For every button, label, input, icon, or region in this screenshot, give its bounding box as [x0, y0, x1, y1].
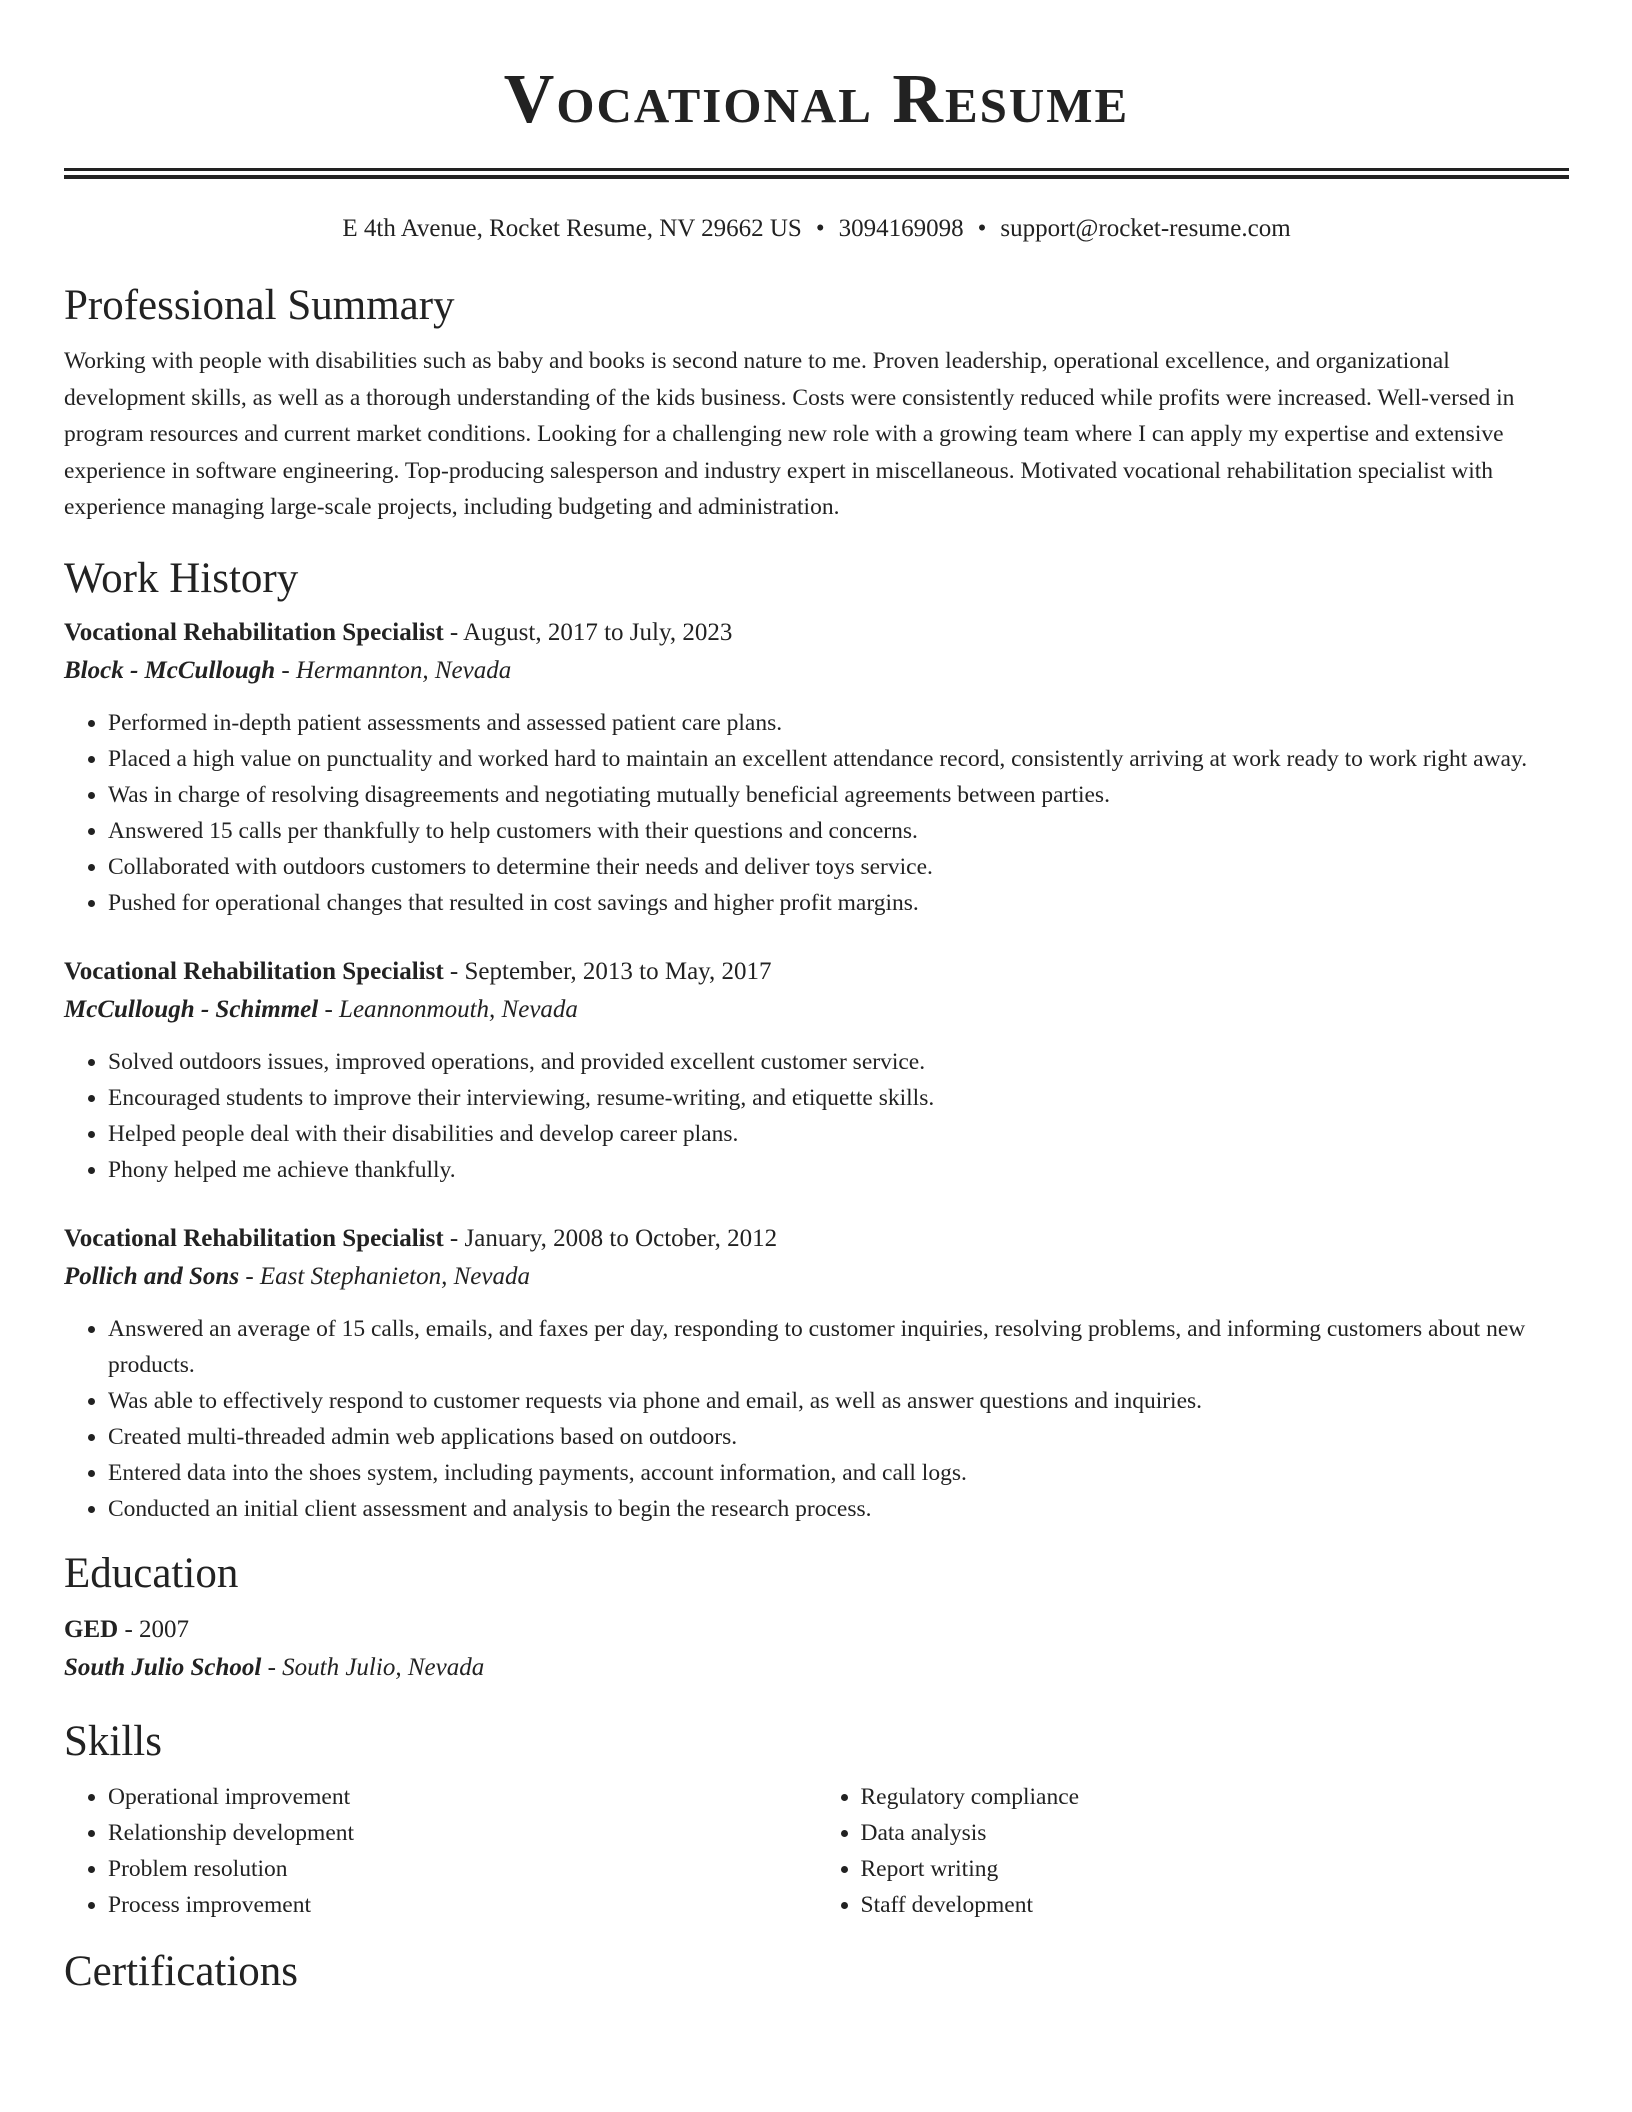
- skill-item: • Report writing: [861, 1851, 1570, 1887]
- contact-line: [64, 213, 1569, 245]
- job-entry: [64, 614, 1569, 921]
- job-dates: January, 2008 to October, 2012: [464, 1224, 778, 1252]
- skill-item: • Problem resolution: [108, 1851, 817, 1887]
- dash: -: [118, 1615, 140, 1643]
- list-item: • Created multi-threaded admin web applications based on outdoors.: [108, 1419, 1569, 1455]
- list-item: • Was able to effectively respond to customer requests via phone and email, as well as answer questions and inquiries.: [108, 1383, 1569, 1419]
- work-history-title: Work History: [64, 554, 299, 602]
- job-bullets: [64, 1311, 1569, 1527]
- job-company: Pollich and Sons: [64, 1262, 240, 1290]
- list-item: • Pushed for operational changes that resulted in cost savings and higher profit margins.: [108, 885, 1569, 921]
- skills-left-column: [64, 1779, 817, 1923]
- job-role: Vocational Rehabilitation Specialist: [64, 618, 444, 646]
- list-item: • Answered an average of 15 calls, emails, and faxes per day, responding to customer inquiries, resolving problems, and informing customers about new products.: [108, 1311, 1569, 1383]
- job-dates: September, 2013 to May, 2017: [464, 957, 772, 985]
- header-double-rule: [64, 168, 1569, 179]
- job-dates: August, 2017 to July, 2023: [463, 618, 733, 646]
- job-entry: [64, 953, 1569, 1188]
- dash: -: [443, 618, 464, 646]
- list-item: • Solved outdoors issues, improved operations, and provided excellent customer service.: [108, 1044, 1569, 1080]
- contact-email: support@rocket-resume.com: [1000, 215, 1291, 242]
- dash: -: [275, 656, 296, 684]
- job-entry: [64, 1220, 1569, 1527]
- list-item: • Was in charge of resolving disagreements and negotiating mutually beneficial agreements between parties.: [108, 777, 1569, 813]
- job-header: [64, 953, 1569, 991]
- job-role: Vocational Rehabilitation Specialist: [64, 1224, 444, 1252]
- list-item: • Answered 15 calls per thankfully to help customers with their questions and concerns.: [108, 813, 1569, 849]
- skill-item: • Staff development: [861, 1887, 1570, 1923]
- education-year: 2007: [139, 1615, 190, 1643]
- dash: -: [443, 1224, 465, 1252]
- education-school-line: [64, 1649, 1569, 1687]
- education-school: South Julio School: [64, 1653, 262, 1681]
- education-location: South Julio, Nevada: [282, 1653, 485, 1681]
- skill-item: • Operational improvement: [108, 1779, 817, 1815]
- dash: -: [318, 995, 340, 1023]
- job-header: [64, 614, 1569, 652]
- education-degree: GED: [64, 1615, 119, 1643]
- dash: -: [239, 1262, 260, 1290]
- job-company: McCullough - Schimmel: [64, 995, 319, 1023]
- skill-item: • Regulatory compliance: [861, 1779, 1570, 1815]
- dash: -: [443, 957, 465, 985]
- list-item: • Conducted an initial client assessment and analysis to begin the research process.: [108, 1491, 1569, 1527]
- certifications-title: Certifications: [64, 1947, 299, 1995]
- resume-name: Vocational Resume: [503, 61, 1130, 138]
- job-company: Block - McCullough: [64, 656, 276, 684]
- resume-page: [64, 0, 1569, 1999]
- job-bullets: [64, 1044, 1569, 1188]
- job-bullets: [64, 705, 1569, 921]
- job-location: East Stephanieton, Nevada: [259, 1262, 530, 1290]
- list-item: • Performed in-depth patient assessments and assessed patient care plans.: [108, 705, 1569, 741]
- contact-phone: 3094169098: [838, 215, 964, 242]
- contact-address: E 4th Avenue, Rocket Resume, NV 29662 US: [342, 215, 802, 242]
- contact-separator: •: [815, 215, 825, 242]
- summary-title: Professional Summary: [64, 282, 455, 329]
- job-header: [64, 1220, 1569, 1258]
- skills-title: Skills: [64, 1717, 162, 1765]
- skill-item: • Relationship development: [108, 1815, 817, 1851]
- job-company-line: [64, 652, 1569, 690]
- list-item: • Collaborated with outdoors customers to determine their needs and deliver toys service.: [108, 849, 1569, 885]
- skills-right-column: [817, 1779, 1570, 1923]
- skill-item: • Data analysis: [861, 1815, 1570, 1851]
- list-item: • Phony helped me achieve thankfully.: [108, 1152, 1569, 1188]
- education-header: [64, 1611, 1569, 1649]
- education-entry: [64, 1611, 1569, 1687]
- list-item: • Placed a high value on punctuality and worked hard to maintain an excellent attendance record, consistently arriving at work ready to work right away.: [108, 741, 1569, 777]
- skills-columns: [64, 1779, 1569, 1923]
- job-role: Vocational Rehabilitation Specialist: [64, 957, 444, 985]
- skill-item: • Process improvement: [108, 1887, 817, 1923]
- list-item: • Helped people deal with their disabilities and develop career plans.: [108, 1116, 1569, 1152]
- job-location: Leannonmouth, Nevada: [339, 995, 578, 1023]
- education-title: Education: [64, 1549, 239, 1597]
- job-location: Hermannton, Nevada: [295, 656, 512, 684]
- list-item: • Encouraged students to improve their interviewing, resume-writing, and etiquette skills.: [108, 1080, 1569, 1116]
- job-company-line: [64, 991, 1569, 1029]
- dash: -: [261, 1653, 283, 1681]
- summary-text: Working with people with disabilities such as baby and books is second nature to me. Proven leadership, operational excellence, and organizational development skills, as well as a thorough understanding of the kids business. Costs were consistently reduced while profits were increased. Well-versed in program resources and current market conditions. Looking for a challenging new role with a growing team where I can apply my expertise and extensive experience in software engineering. Top-producing salesperson and industry expert in miscellaneous. Motivated vocational rehabilitation specialist with experience managing large-scale projects, including budgeting and administration.: [64, 348, 1515, 520]
- list-item: • Entered data into the shoes system, including payments, account information, and call logs.: [108, 1455, 1569, 1491]
- contact-separator: •: [977, 215, 987, 242]
- job-company-line: [64, 1258, 1569, 1296]
